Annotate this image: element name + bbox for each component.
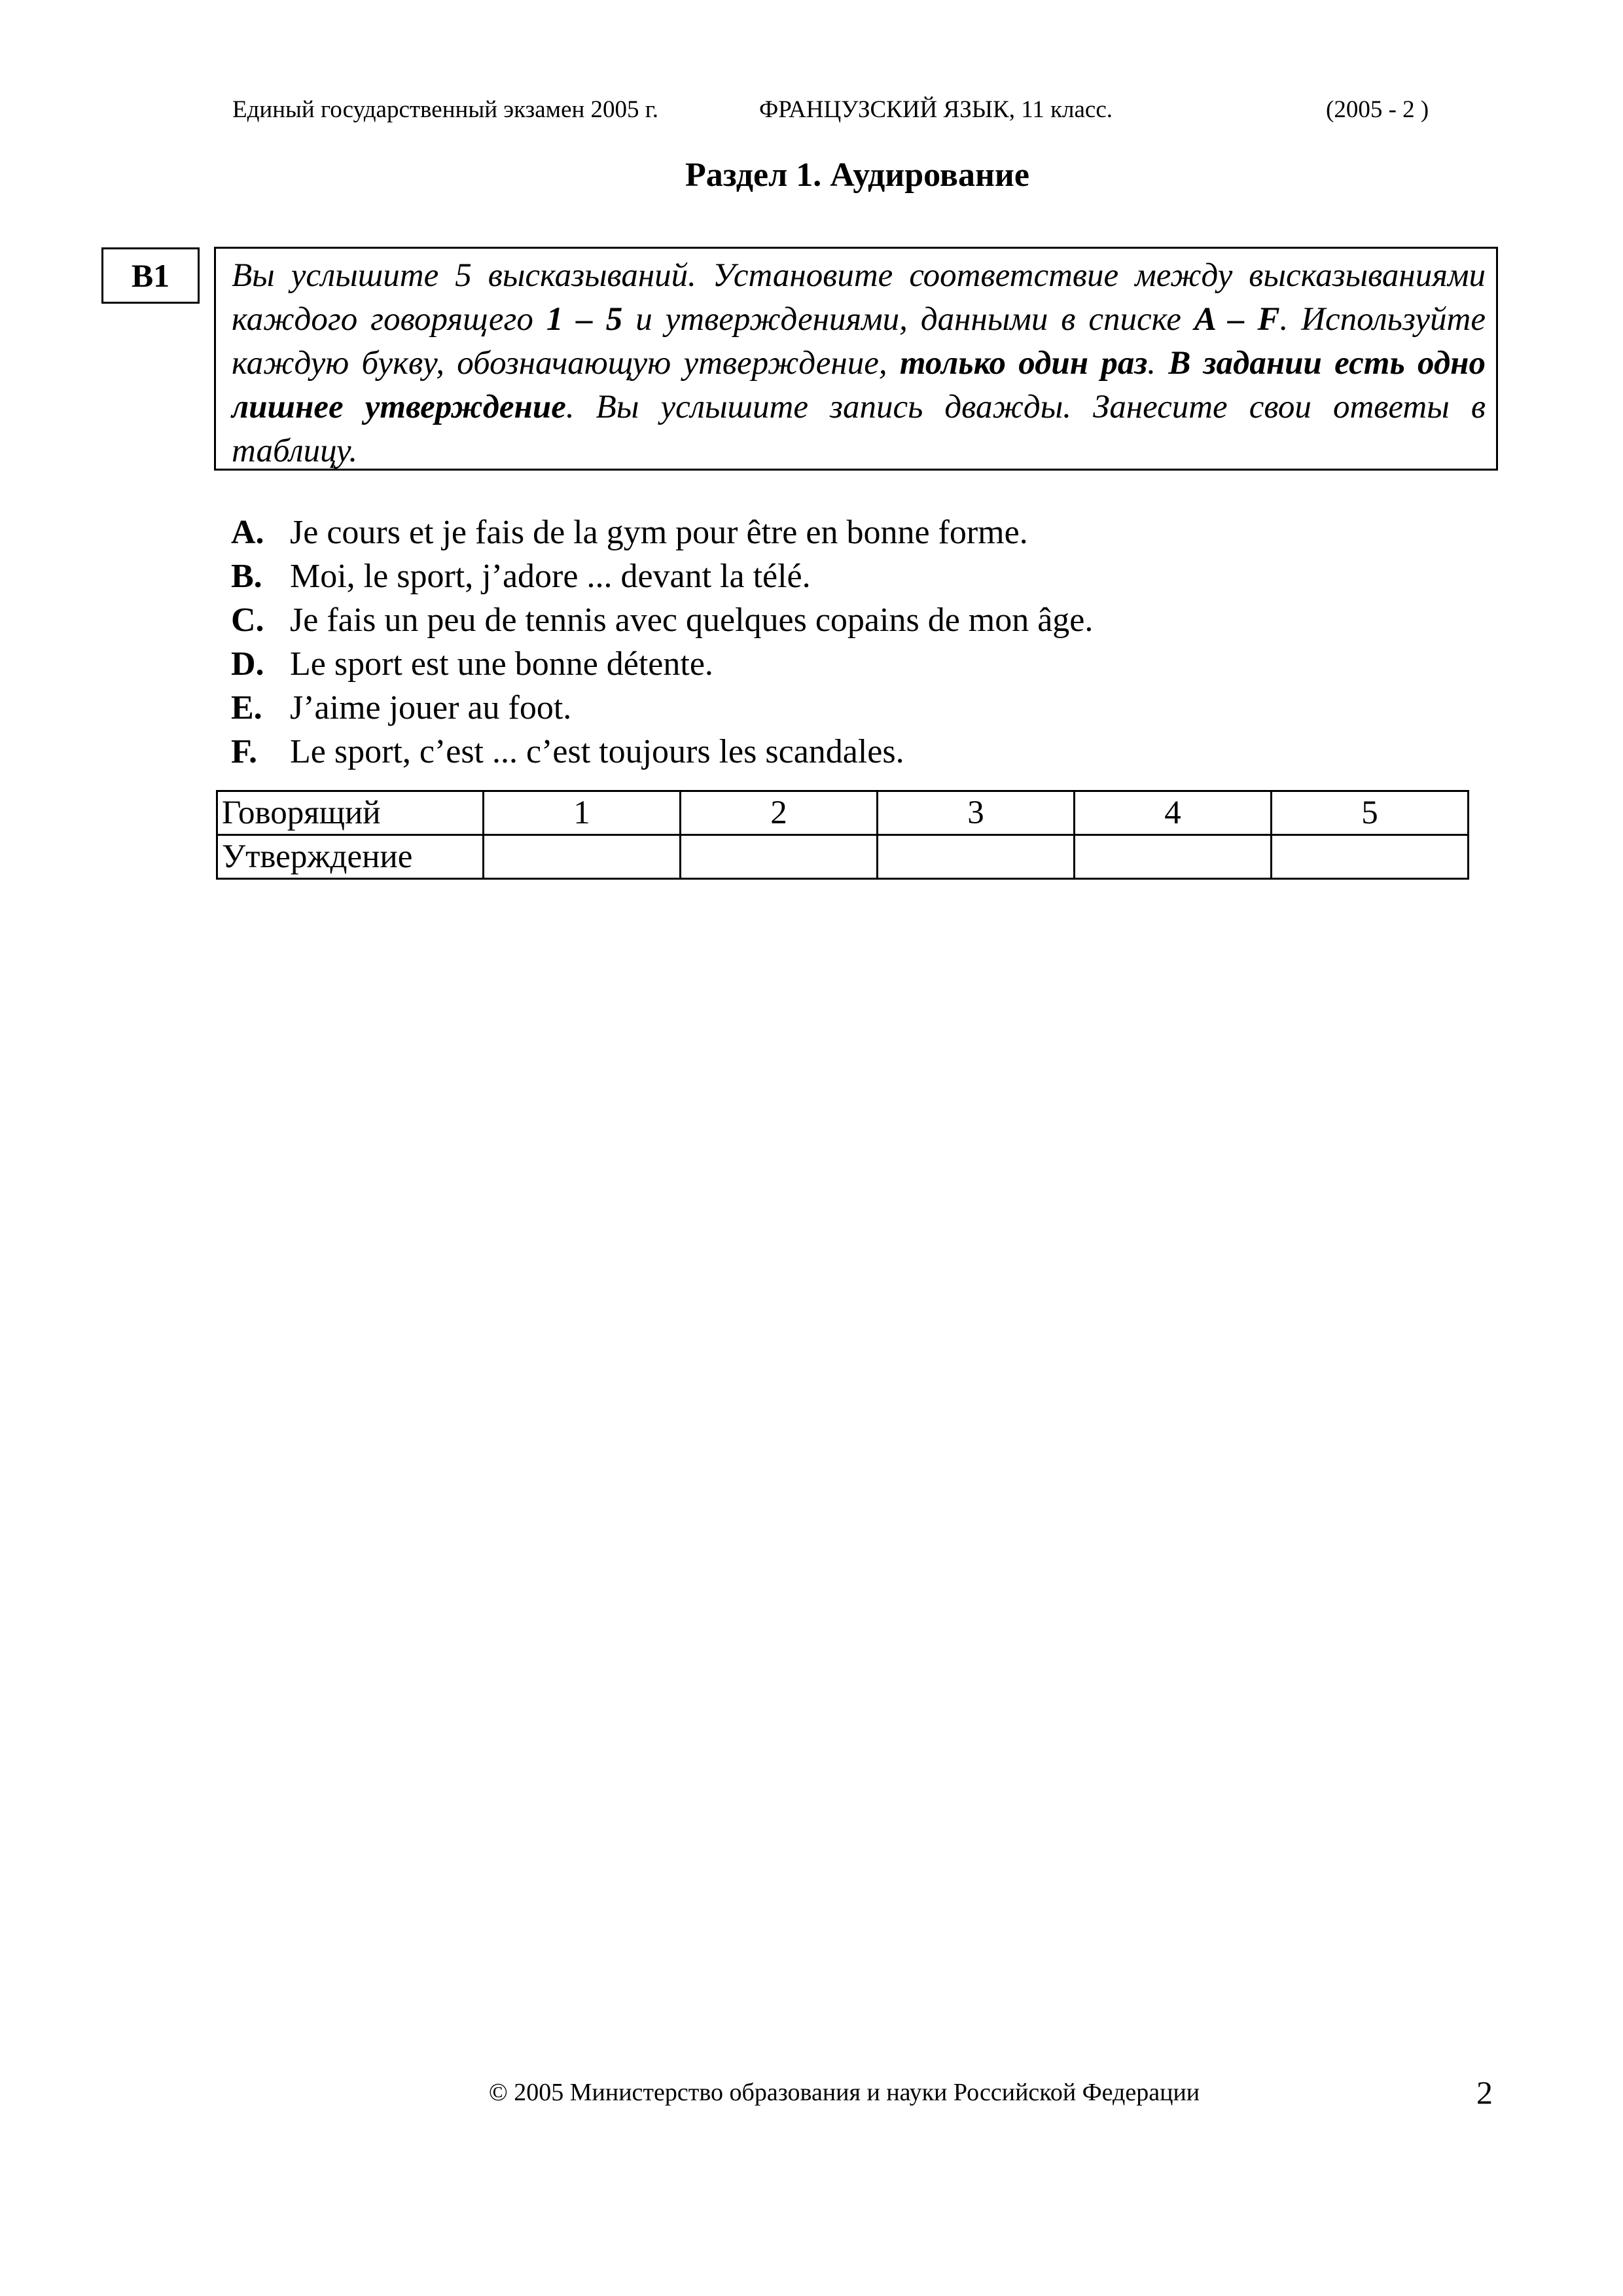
option-text: Je cours et je fais de la gym pour être en bonne forme. xyxy=(290,514,1028,551)
option-text: Le sport, c’est ... c’est toujours les scandales. xyxy=(290,733,904,770)
header-subject: ФРАНЦУЗСКИЙ ЯЗЫК, 11 класс. xyxy=(759,96,1113,123)
page-number: 2 xyxy=(1476,2074,1493,2111)
speaker-number: 2 xyxy=(681,791,878,835)
option-text: Je fais un peu de tennis avec quelques copains de mon âge. xyxy=(290,601,1094,639)
option-letter: C. xyxy=(231,601,264,639)
option-b xyxy=(231,554,1093,598)
option-a xyxy=(231,511,1093,554)
instruction-bold-once: только один раз xyxy=(899,345,1148,382)
task-instruction xyxy=(214,247,1498,471)
instruction-text-1: Вы услышите 5 высказываний. Установите соответствие между высказываниями каждого говорящего xyxy=(232,257,1486,338)
instruction-text-3: . Используйте каждую букву, обозначающую утверждение, xyxy=(232,301,1486,382)
speaker-number: 1 xyxy=(484,791,681,835)
answer-row xyxy=(217,835,1469,879)
speaker-number: 4 xyxy=(1075,791,1272,835)
option-e xyxy=(231,686,1093,730)
option-f xyxy=(231,730,1093,774)
copyright-footer: © 2005 Министерство образования и науки Российской Федерации xyxy=(488,2079,1200,2106)
option-letter: B. xyxy=(231,558,262,595)
options-list xyxy=(231,511,1093,774)
answer-cell[interactable] xyxy=(484,835,681,879)
answer-cell[interactable] xyxy=(1075,835,1272,879)
task-label: B1 xyxy=(101,247,200,304)
option-c xyxy=(231,598,1093,642)
instruction-bold-range: 1 – 5 xyxy=(546,301,623,338)
speaker-row-label: Говорящий xyxy=(217,791,484,835)
option-text: Le sport est une bonne détente. xyxy=(290,645,713,683)
answer-cell[interactable] xyxy=(878,835,1075,879)
answer-cell[interactable] xyxy=(1272,835,1469,879)
answer-table xyxy=(216,790,1469,880)
section-title: Раздел 1. Аудирование xyxy=(685,156,1029,194)
instruction-bold-letters: A – F xyxy=(1194,301,1280,338)
instruction-text-5: . Вы услышите запись дважды. Занесите свои ответы в таблицу. xyxy=(232,389,1486,469)
answer-row-label: Утверждение xyxy=(217,835,484,879)
speaker-row xyxy=(217,791,1469,835)
speaker-number: 3 xyxy=(878,791,1075,835)
option-text: J’aime jouer au foot. xyxy=(290,689,572,726)
header-variant: (2005 - 2 ) xyxy=(1326,96,1429,123)
option-d xyxy=(231,642,1093,686)
option-letter: A. xyxy=(231,514,264,551)
header-exam-title: Единый государственный экзамен 2005 г. xyxy=(232,96,659,123)
option-letter: D. xyxy=(231,645,264,683)
instruction-bold-extra: В задании есть одно лишнее утверждение xyxy=(232,345,1486,425)
speaker-number: 5 xyxy=(1272,791,1469,835)
instruction-text-4: . xyxy=(1147,345,1169,382)
answer-cell[interactable] xyxy=(681,835,878,879)
option-text: Moi, le sport, j’adore ... devant la télé. xyxy=(290,558,811,595)
option-letter: E. xyxy=(231,689,262,726)
option-letter: F. xyxy=(231,733,257,770)
instruction-text-2: и утверждениями, данными в списке xyxy=(622,301,1194,338)
